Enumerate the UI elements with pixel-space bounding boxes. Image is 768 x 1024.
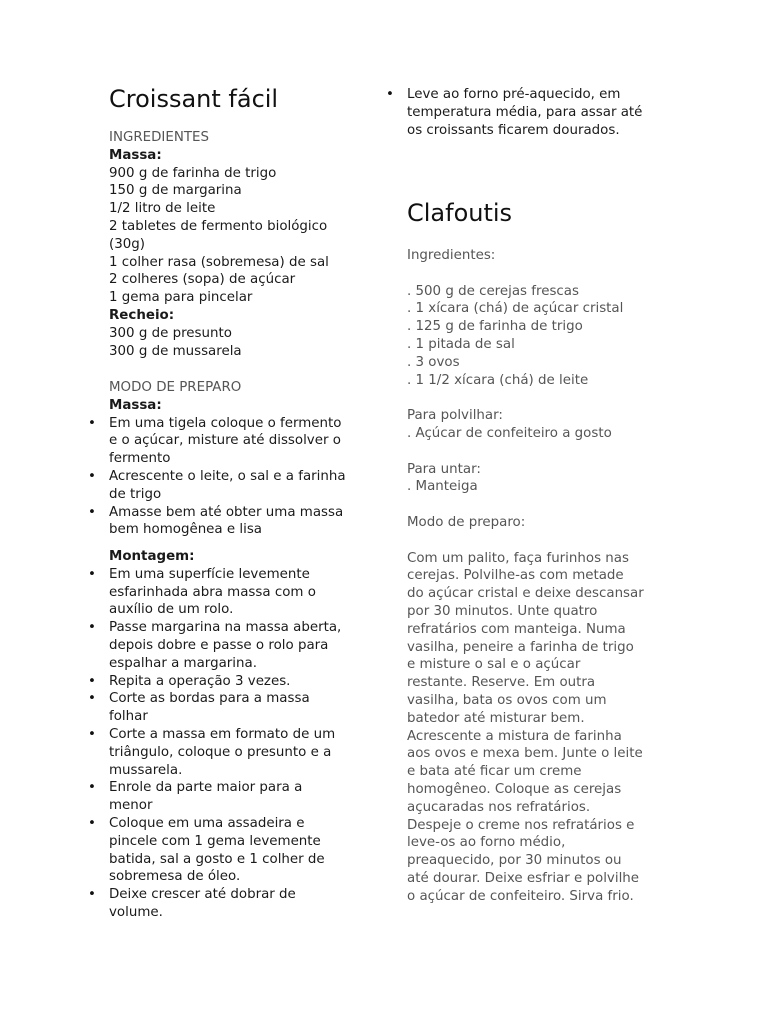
step-line: volume.	[109, 904, 163, 920]
preparo-line: Despeje o creme nos refratários e	[407, 817, 635, 833]
step-line: auxílio de um rolo.	[109, 602, 234, 618]
step-line: de trigo	[109, 486, 162, 502]
step-line: • Repita a operação 3 vezes.	[109, 673, 291, 689]
step-line: • Amasse bem até obter uma massa	[109, 504, 344, 520]
ingredients-label: Ingredientes:	[407, 248, 496, 263]
step-line: • Enrole da parte maior para a	[109, 780, 303, 796]
ingredient-line: 300 g de presunto	[109, 325, 232, 341]
untar-item: . Manteiga	[407, 479, 478, 495]
untar-label: Para untar:	[407, 461, 481, 477]
croissant-montagem	[109, 548, 341, 922]
ingredient-line: . 1 xícara (chá) de açúcar cristal	[407, 301, 624, 317]
step-line: • Acrescente o leite, o sal e a farinha	[109, 468, 346, 484]
massa-label: Massa:	[109, 147, 162, 163]
step-line: • Corte as bordas para a massa	[109, 691, 310, 707]
step-line: esfarinhada abra massa com o	[109, 584, 316, 600]
ingredient-line: . 125 g de farinha de trigo	[407, 319, 583, 335]
list-item	[109, 726, 341, 779]
preparo-massa-label: Massa:	[109, 397, 162, 413]
preparo-line: homogêneo. Coloque as cerejas	[407, 781, 622, 797]
preparo-line: refratários com manteiga. Numa	[407, 621, 626, 637]
ingredient-line: 1 gema para pincelar	[109, 290, 253, 306]
preparo-line: batedor até misturar bem.	[407, 710, 585, 726]
ingredient-line: (30g)	[109, 236, 145, 252]
step-line: batida, sal a gosto e 1 colher de	[109, 851, 325, 867]
preparo-line: por 30 minutos. Unte quatro	[407, 603, 598, 619]
list-item	[109, 415, 346, 468]
step-line: os croissants ficarem dourados.	[407, 122, 620, 138]
preparo-line: até dourar. Deixe esfriar e polvilhe	[407, 870, 640, 886]
ingredient-line: 150 g de margarina	[109, 183, 242, 199]
step-line: folhar	[109, 709, 148, 725]
recheio-label: Recheio:	[109, 307, 175, 323]
preparo-line: restante. Reserve. Em outra	[407, 675, 596, 691]
step-line: triângulo, coloque o presunto e a	[109, 744, 332, 760]
continued-steps-list	[407, 86, 642, 139]
polvilhar-label: Para polvilhar:	[407, 408, 503, 424]
ingredient-line: 900 g de farinha de trigo	[109, 165, 277, 181]
croissant-ingredients	[109, 129, 329, 360]
preparo-line: e misture o sal e o açúcar	[407, 657, 581, 673]
preparo-line: vasilha, peneire a farinha de trigo	[407, 639, 634, 655]
list-item	[109, 619, 341, 672]
list-item	[109, 779, 341, 815]
clafoutis-title: Clafoutis	[407, 199, 513, 227]
step-line: • Em uma tigela coloque o fermento	[109, 415, 342, 431]
list-item	[109, 815, 341, 886]
preparo-line: Acrescente a mistura de farinha	[407, 728, 622, 744]
preparo-line: Com um palito, faça furinhos nas	[407, 550, 629, 566]
preparo-line: o açúcar de confeiteiro. Sirva frio.	[407, 888, 634, 904]
step-line: fermento	[109, 451, 171, 467]
preparo-label: Modo de preparo:	[407, 514, 526, 530]
ingredient-line: . 3 ovos	[407, 354, 460, 370]
step-line: depois dobre e passe o rolo para	[109, 637, 329, 653]
montagem-label: Montagem:	[109, 549, 195, 564]
step-line: • Passe margarina na massa aberta,	[109, 620, 342, 636]
ingredient-line: . 1 1/2 xícara (chá) de leite	[407, 372, 589, 388]
step-line: bem homogênea e lisa	[109, 522, 262, 538]
step-line: pincele com 1 gema levemente	[109, 833, 321, 849]
step-line: mussarela.	[109, 762, 183, 778]
preparo-paragraph	[407, 550, 644, 906]
ingredient-line: 300 g de mussarela	[109, 343, 242, 359]
croissant-title: Croissant fácil	[109, 85, 279, 113]
montagem-steps-list	[109, 566, 341, 922]
step-line: e o açúcar, misture até dissolver o	[109, 433, 341, 449]
preparo-line: preaquecido, por 30 minutos ou	[407, 853, 622, 869]
step-line: • Coloque em uma assadeira e	[109, 815, 305, 831]
preparo-line: açucaradas nos refratários.	[407, 799, 591, 815]
step-line: sobremesa de óleo.	[109, 869, 241, 885]
ingredients-heading: INGREDIENTES	[109, 130, 209, 145]
list-item	[109, 886, 341, 922]
list-item	[109, 468, 346, 504]
step-line: temperatura média, para assar até	[407, 104, 643, 120]
ingredient-line: 2 colheres (sopa) de açúcar	[109, 272, 296, 288]
preparo-line: leve-os ao forno médio,	[407, 835, 566, 851]
list-item	[109, 504, 346, 540]
massa-steps-list	[109, 415, 346, 540]
ingredient-line: 1/2 litro de leite	[109, 201, 216, 217]
list-item	[109, 673, 341, 691]
preparo-line: do açúcar cristal e deixe descansar	[407, 586, 644, 602]
step-line: menor	[109, 798, 153, 814]
clafoutis-body	[407, 247, 644, 905]
croissant-preparo	[109, 379, 346, 539]
preparo-line: cerejas. Polvilhe-as com metade	[407, 568, 624, 584]
preparo-heading: MODO DE PREPARO	[109, 380, 242, 395]
list-item	[109, 566, 341, 619]
step-line: • Corte a massa em formato de um	[109, 726, 336, 742]
list-item	[109, 690, 341, 726]
preparo-line: vasilha, bata os ovos com um	[407, 692, 607, 708]
step-line: • Leve ao forno pré-aquecido, em	[407, 87, 621, 102]
polvilhar-item: . Açúcar de confeiteiro a gosto	[407, 425, 612, 441]
list-item	[407, 86, 642, 139]
preparo-line: e bata até ficar um creme	[407, 764, 582, 780]
ingredient-line: 1 colher rasa (sobremesa) de sal	[109, 254, 329, 270]
step-line: • Deixe crescer até dobrar de	[109, 887, 296, 903]
ingredient-line: 2 tabletes de fermento biológico	[109, 218, 328, 234]
ingredient-line: . 500 g de cerejas frescas	[407, 283, 579, 299]
step-line: espalhar a margarina.	[109, 655, 257, 671]
preparo-line: aos ovos e mexa bem. Junte o leite	[407, 746, 643, 762]
ingredient-line: . 1 pitada de sal	[407, 336, 515, 352]
step-line: • Em uma superfície levemente	[109, 566, 310, 582]
